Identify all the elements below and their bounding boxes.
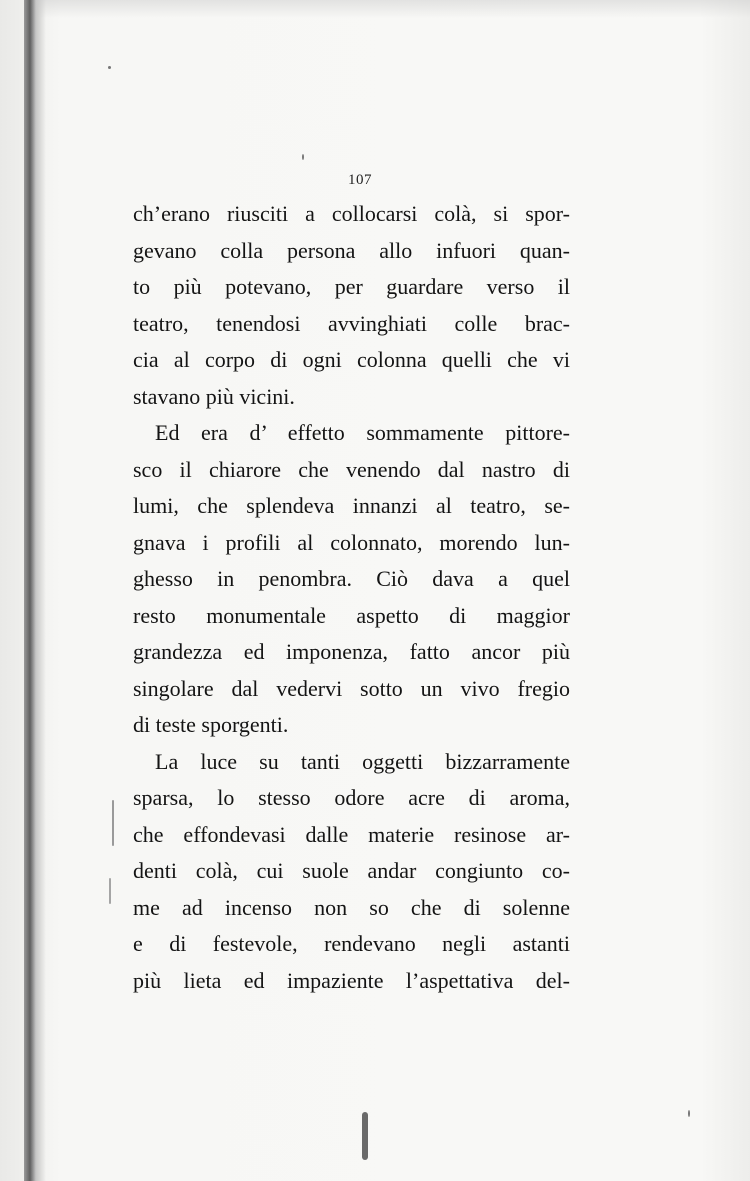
spine-shadow [36, 0, 46, 1181]
text-line: gnava i profili al colonnato, morendo lun- [133, 529, 570, 555]
text-line: e di festevole, rendevano negli astanti [133, 931, 570, 956]
paper-speck [302, 154, 304, 160]
top-page-edge [36, 0, 750, 18]
text-line: teatro, tenendosi avvinghiati colle brac- [133, 310, 570, 336]
text-line: sco il chiarore che venendo dal nastro di [133, 456, 570, 482]
text-line: lumi, che splendeva innanzi al teatro, se- [133, 493, 570, 518]
text-line: ghesso in penombra. Ciò dava a quel [133, 566, 570, 591]
ink-smudge [362, 1112, 368, 1160]
text-line: cia al corpo di ogni colonna quelli che vi [133, 347, 570, 372]
text-line: stavano più vicini. [133, 383, 295, 409]
page-number: 107 [348, 172, 372, 188]
text-line: che effondevasi dalle materie resinose ar- [133, 821, 570, 847]
text-line: to più potevano, per guardare verso il [133, 274, 570, 299]
text-line: denti colà, cui suole andar congiunto co- [133, 858, 570, 883]
body-text [133, 196, 570, 999]
margin-mark [112, 800, 114, 846]
text-line: ch’erano riusciti a collocarsi colà, si spor- [133, 201, 570, 226]
text-line: me ad incenso non so che di solenne [133, 894, 570, 920]
text-line: più lieta ed impaziente l’aspettativa del- [133, 967, 570, 993]
text-line: gevano colla persona allo infuori quan- [133, 237, 570, 263]
paper-speck [108, 66, 111, 69]
paragraph-start-line: Ed era d’ effetto sommamente pittore- [155, 420, 570, 445]
text-line: resto monumentale aspetto di maggior [133, 602, 570, 628]
text-line: grandezza ed imponenza, fatto ancor più [133, 639, 570, 664]
margin-mark [109, 878, 111, 904]
paper-speck [688, 1110, 690, 1117]
text-line: sparsa, lo stesso odore acre di aroma, [133, 785, 570, 810]
book-spine-edge [24, 0, 36, 1181]
paragraph-start-line: La luce su tanti oggetti bizzarramente [155, 748, 570, 774]
text-line: singolare dal vedervi sotto un vivo fregio [133, 675, 570, 701]
text-line: di teste sporgenti. [133, 712, 289, 737]
